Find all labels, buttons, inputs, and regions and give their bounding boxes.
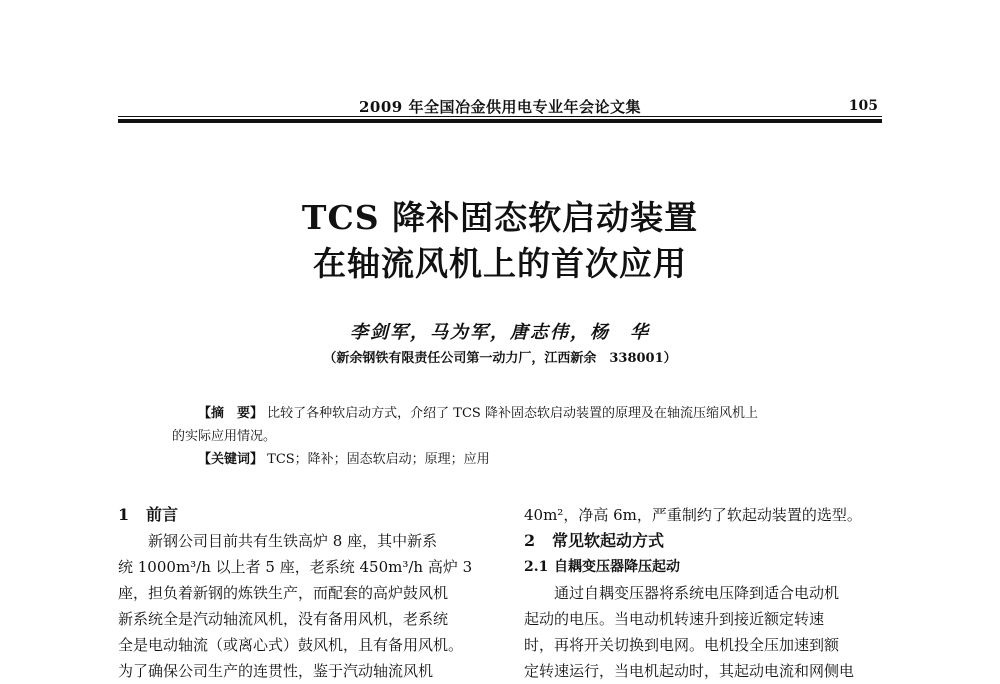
abstract-label: 【摘 要】 bbox=[198, 406, 264, 421]
subsection-heading-2-1 bbox=[524, 554, 884, 580]
section-number: 1 bbox=[118, 505, 130, 524]
journal-title: 2009 年全国冶金供用电专业年会论文集 bbox=[359, 98, 641, 116]
body-line: 通过自耦变压器将系统电压降到适合电动机 bbox=[554, 584, 840, 602]
body-line: 新系统全是汽动轴流风机，没有备用风机，老系统 bbox=[118, 610, 449, 628]
paper-title-line1: TCS 降补固态软启动装置 bbox=[301, 198, 699, 237]
section-number: 2 bbox=[524, 531, 536, 550]
body-line: 时，再将开关切换到电网。电机投全压加速到额 bbox=[524, 636, 840, 654]
authors: 李剑军，马为军，唐志伟，杨 华 bbox=[350, 322, 650, 343]
body-line: 为了确保公司生产的连贯性，鉴于汽动轴流风机 bbox=[118, 662, 434, 680]
body-line: 新钢公司目前共有生铁高炉 8 座，其中新系 bbox=[148, 532, 438, 550]
section-heading-1 bbox=[118, 502, 496, 528]
paper-title bbox=[0, 195, 1000, 287]
body-line: 40m²，净高 6m，严重制约了软起动装置的选型。 bbox=[524, 506, 862, 524]
subsection-number: 2.1 bbox=[524, 559, 549, 575]
keywords-label: 【关键词】 bbox=[198, 452, 264, 467]
header-rule-thick bbox=[118, 119, 882, 123]
subsection-title: 自耦变压器降压起动 bbox=[554, 559, 680, 575]
paper-title-line2: 在轴流风机上的首次应用 bbox=[313, 244, 687, 283]
abstract-text-line1: 比较了各种软启动方式，介绍了 TCS 降补固态软启动装置的原理及在轴流压缩风机上 bbox=[267, 406, 758, 421]
body-line: 统 1000m³/h 以上者 5 座，老系统 450m³/h 高炉 3 bbox=[118, 558, 473, 576]
section-title: 前言 bbox=[146, 505, 179, 524]
abstract-text-line2: 的实际应用情况。 bbox=[172, 429, 277, 444]
right-column bbox=[524, 502, 884, 684]
body-line: 座，担负着新钢的炼铁生产，而配套的高炉鼓风机 bbox=[118, 584, 449, 602]
abstract-line1 bbox=[172, 402, 852, 425]
keywords-line bbox=[172, 448, 852, 471]
body-line: 定转速运行，当电机起动时，其起动电流和网侧电 bbox=[524, 662, 855, 680]
body-line: 全是电动轴流（或离心式）鼓风机，且有备用风机。 bbox=[118, 636, 464, 654]
left-column bbox=[118, 502, 496, 684]
page-number: 105 bbox=[848, 98, 878, 114]
affiliation: （新余钢铁有限责任公司第一动力厂，江西新余 338001） bbox=[323, 351, 677, 366]
running-header bbox=[118, 96, 882, 118]
keywords-text: TCS；降补；固态软启动；原理；应用 bbox=[267, 452, 490, 467]
section-title: 常见软起动方式 bbox=[552, 531, 665, 550]
body-line: 起动的电压。当电动机转速升到接近额定转速 bbox=[524, 610, 825, 628]
section-heading-2 bbox=[524, 528, 884, 554]
header-rule-thin bbox=[118, 116, 882, 117]
abstract-block bbox=[172, 402, 852, 471]
